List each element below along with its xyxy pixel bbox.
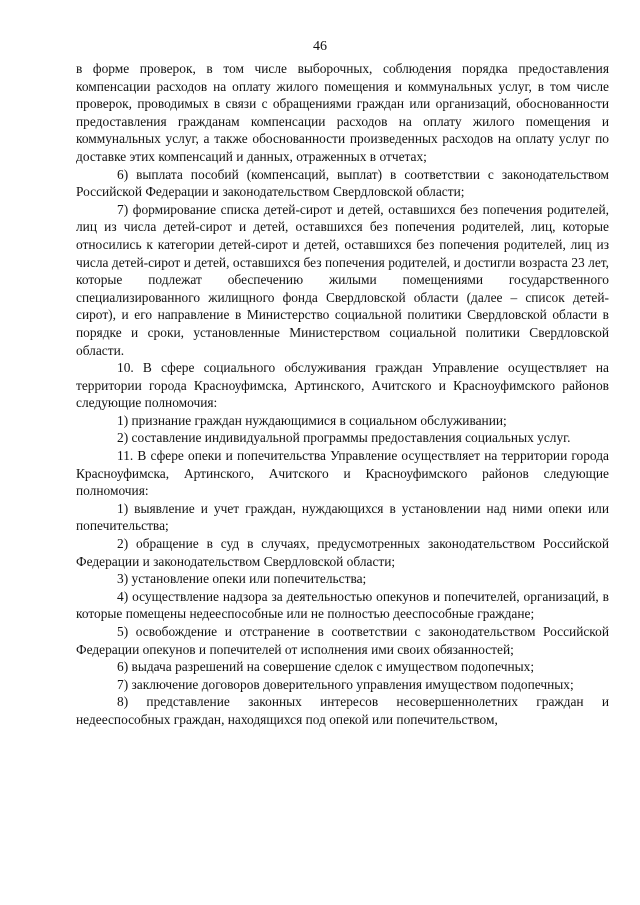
paragraph-section-10-item-1: 1) признание граждан нуждающимися в социальном обслуживании; [117,412,507,428]
paragraph-section-11-item-7: 7) заключение договоров доверительного управления имуществом подопечных; [117,676,574,692]
paragraph-section-11: 11. В сфере опеки и попечительства Управление осуществляет на территории города Красноуфимска, Артинского, Ачитского и Красноуфимского районов следующие полномочия: [76,448,609,499]
paragraph-section-11-item-3: 3) установление опеки или попечительства; [117,571,367,587]
paragraph-section-10-item-2: 2) составление индивидуальной программы предоставления социальных услуг. [117,430,571,446]
page-number: 46 [313,39,327,54]
document-body [76,60,609,729]
paragraph-item-6-benefits: 6) выплата пособий (компенсаций, выплат) в соответствии с законодательством Российской Федерации и законодательством Свердловской области; [76,166,609,200]
paragraph-section-11-item-4: 4) осуществление надзора за деятельностью опекунов и попечителей, организаций, в которые помещены недееспособные или не полностью дееспособные граждане; [76,588,609,622]
paragraph-section-11-item-2: 2) обращение в суд в случаях, предусмотренных законодательством Российской Федерации и законодательством Свердловской области; [76,536,609,569]
paragraph-section-11-item-5: 5) освобождение и отстранение в соответствии с законодательством Российской Федерации опекунов и попечителей от исполнения ими своих обязанностей; [76,624,609,657]
paragraph-section-11-item-6: 6) выдача разрешений на совершение сделок с имуществом подопечных; [117,659,535,675]
paragraph-item-7-orphans-list: 7) формирование списка детей-сирот и детей, оставшихся без попечения родителей, лиц из числа детей-сирот и детей, оставшихся без попечения родителей, лиц, которые относились к категории детей-сирот и детей, оставшихся без попечения родителей, лиц из числа детей-сирот и детей, оставшихся без попечения родителей, и достигли возраста 23 лет, которые подлежат обеспечению жилыми помещениями государственного специализированного жилищного фонда Свердловской области (далее – список детей-сирот), и его направление в Министерство социальной политики Свердловской области в порядке и сроки, установленные Министерством социальной политики Свердловской области. [76,201,609,358]
paragraph-continuation: в форме проверок, в том числе выборочных, соблюдения порядка предоставления компенсации расходов на оплату жилого помещения и коммунальных услуг, в том числе проверок, проводимых в связи с обращениями граждан или организаций, обоснованности предоставления гражданам компенсации расходов на оплату жилого помещения и коммунальных услуг, а также обоснованности произведенных расходов на оплату услуг по доставке этих компенсаций и данных, отраженных в отчетах; [76,61,609,164]
paragraph-section-11-item-1: 1) выявление и учет граждан, нуждающихся в установлении над ними опеки или попечительства; [76,500,609,534]
paragraph-section-10: 10. В сфере социального обслуживания граждан Управление осуществляет на территории города Красноуфимска, Артинского, Ачитского и Красноуфимского районов следующие полномочия: [76,360,609,411]
paragraph-section-11-item-8: 8) представление законных интересов несовершеннолетних граждан и недееспособных граждан, находящихся под опекой или попечительством, [76,694,609,727]
